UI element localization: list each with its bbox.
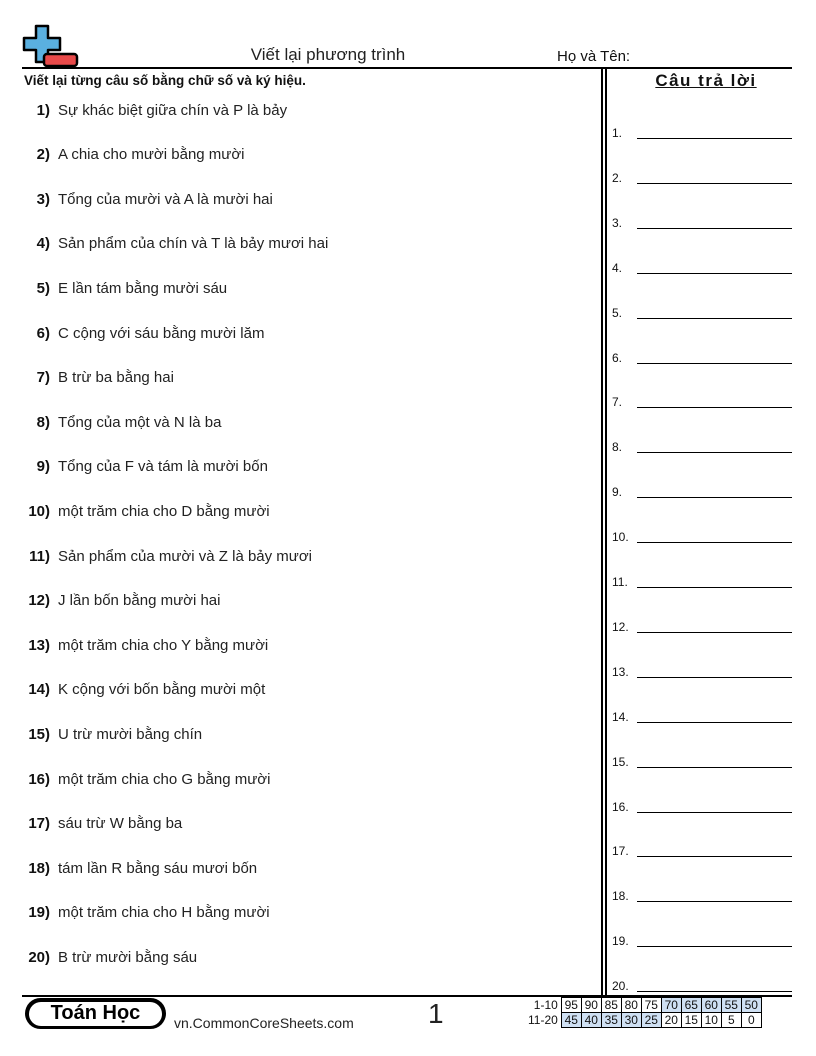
answer-number: 17.	[612, 844, 629, 859]
answer-blank[interactable]	[637, 855, 792, 857]
question-text: A chia cho mười bằng mười	[58, 146, 245, 164]
answer-number: 3.	[612, 215, 623, 230]
answer-number: 9.	[612, 485, 623, 500]
question-item	[0, 145, 245, 165]
answer-line-item[interactable]	[612, 886, 792, 902]
answer-number: 7.	[612, 395, 623, 410]
question-text: Tổng của F và tám là mười bốn	[58, 458, 268, 476]
question-item	[0, 947, 197, 967]
question-item	[0, 814, 182, 834]
answer-number: 11.	[612, 575, 628, 589]
answer-line-item[interactable]	[612, 841, 792, 857]
answer-blank[interactable]	[637, 721, 792, 723]
answer-number: 1.	[612, 126, 623, 140]
question-number: 6)	[36, 324, 50, 342]
score-cell: 50	[741, 998, 761, 1013]
answer-number: 20.	[612, 979, 629, 994]
answer-blank[interactable]	[637, 317, 792, 319]
answer-number: 6.	[612, 350, 623, 365]
question-item	[0, 903, 270, 923]
answer-line-item[interactable]	[612, 976, 792, 992]
question-number: 15)	[28, 725, 50, 743]
question-item	[0, 501, 270, 521]
question-number: 4)	[36, 235, 50, 253]
question-item	[0, 323, 264, 343]
score-cell: 5	[721, 1013, 741, 1028]
answer-blank[interactable]	[637, 362, 792, 364]
answer-line-item[interactable]	[612, 527, 792, 543]
question-text: Sự khác biệt giữa chín và P là bảy	[58, 101, 288, 119]
answer-number: 12.	[612, 619, 629, 634]
question-item	[0, 100, 287, 120]
score-cell: 20	[661, 1013, 681, 1028]
answer-number: 10.	[612, 530, 629, 545]
column-divider-right	[605, 68, 607, 996]
question-number: 9)	[36, 458, 50, 476]
answer-blank[interactable]	[637, 227, 792, 229]
answer-number: 8.	[612, 440, 623, 455]
answer-number: 5.	[612, 305, 623, 320]
answer-line-item[interactable]	[612, 797, 792, 813]
question-text: Sản phẩm của chín và T là bảy mươi hai	[58, 235, 329, 253]
answer-line-item[interactable]	[612, 617, 792, 633]
answer-blank[interactable]	[637, 631, 792, 633]
answer-blank[interactable]	[637, 272, 792, 274]
question-item	[0, 546, 312, 566]
score-cell: 15	[681, 1013, 701, 1028]
answer-blank[interactable]	[637, 406, 792, 408]
question-number: 20)	[28, 948, 50, 966]
answer-number: 19.	[612, 934, 629, 949]
answer-line-item[interactable]	[612, 707, 792, 723]
score-cell: 90	[581, 998, 601, 1013]
question-number: 17)	[28, 815, 50, 833]
column-divider-left	[601, 68, 603, 996]
site-url: vn.CommonCoreSheets.com	[174, 1015, 354, 1031]
score-row	[526, 1013, 761, 1028]
score-cell: 0	[741, 1013, 761, 1028]
answer-number: 18.	[612, 889, 629, 904]
score-cell: 35	[601, 1013, 621, 1028]
answer-blank[interactable]	[637, 811, 792, 813]
answer-number: 16.	[612, 799, 629, 814]
answer-line-item[interactable]	[612, 482, 792, 498]
answer-blank[interactable]	[637, 586, 792, 588]
question-item	[0, 680, 265, 700]
question-item	[0, 278, 227, 298]
answer-blank[interactable]	[637, 990, 792, 992]
question-text: E lần tám bằng mười sáu	[58, 279, 228, 297]
question-number: 13)	[28, 636, 50, 654]
question-item	[0, 591, 220, 611]
answer-blank[interactable]	[637, 945, 792, 947]
header-rule	[22, 67, 792, 69]
answer-blank[interactable]	[637, 900, 792, 902]
answer-blank[interactable]	[637, 541, 792, 543]
question-number: 12)	[28, 592, 50, 610]
score-cell: 25	[641, 1013, 661, 1028]
question-number: 18)	[28, 859, 50, 877]
answer-line-item[interactable]	[612, 348, 792, 364]
question-item	[0, 635, 268, 655]
question-number: 10)	[28, 502, 50, 520]
question-text: K cộng với bốn bằng mười một	[58, 681, 266, 699]
answer-line-item[interactable]	[612, 303, 792, 319]
answer-line-item[interactable]	[612, 662, 792, 678]
question-item	[0, 189, 273, 209]
score-cell: 70	[661, 998, 681, 1013]
answer-line-item[interactable]	[612, 572, 792, 588]
score-row	[526, 998, 761, 1013]
question-item	[0, 858, 257, 878]
question-number: 2)	[36, 146, 50, 164]
answer-blank[interactable]	[637, 496, 792, 498]
question-number: 7)	[36, 369, 50, 387]
answer-line-item[interactable]	[612, 437, 792, 453]
answer-line-item[interactable]	[612, 931, 792, 947]
question-text: một trăm chia cho H bằng mười	[58, 904, 270, 922]
answer-line-item[interactable]	[612, 123, 792, 139]
brand-label: Toán Học	[29, 1002, 162, 1026]
question-number: 16)	[28, 770, 50, 788]
question-item	[0, 234, 328, 254]
question-text: U trừ mười bằng chín	[58, 725, 203, 743]
question-item	[0, 724, 202, 744]
question-item	[0, 412, 221, 432]
question-item	[0, 368, 174, 388]
answer-line-item[interactable]	[612, 752, 792, 768]
answer-line-item[interactable]	[612, 213, 792, 229]
question-text: Sản phẩm của mười và Z là bảy mươi	[58, 547, 313, 565]
answer-blank[interactable]	[637, 766, 792, 768]
question-text: một trăm chia cho D bằng mười	[58, 502, 270, 520]
question-number: 5)	[36, 279, 50, 297]
question-text: Tổng của một và N là ba	[58, 413, 222, 431]
score-cell: 65	[681, 998, 701, 1013]
answer-line-item[interactable]	[612, 392, 792, 408]
question-number: 14)	[28, 681, 50, 699]
score-cell: 55	[721, 998, 741, 1013]
question-text: Tổng của mười và A là mười hai	[58, 190, 273, 208]
question-text: sáu trừ W bằng ba	[58, 815, 183, 833]
question-number: 1)	[36, 101, 50, 119]
question-text: một trăm chia cho Y bằng mười	[58, 636, 269, 654]
score-table	[526, 997, 762, 1028]
page-title: Viết lại phương trình	[250, 45, 406, 64]
instructions: Viết lại từng câu số bằng chữ số và ký hiệu.	[24, 73, 306, 88]
answer-number: 13.	[612, 664, 629, 679]
question-text: C cộng với sáu bằng mười lăm	[58, 324, 265, 342]
answer-number: 15.	[612, 754, 629, 769]
answer-blank[interactable]	[637, 137, 792, 139]
question-text: B trừ ba bằng hai	[58, 369, 174, 387]
score-cell: 80	[621, 998, 641, 1013]
score-row-label: 11-20	[528, 1013, 558, 1027]
score-cell: 75	[641, 998, 661, 1013]
answer-line-item[interactable]	[612, 258, 792, 274]
score-cell: 85	[601, 998, 621, 1013]
question-number: 8)	[36, 413, 50, 431]
answer-blank[interactable]	[637, 451, 792, 453]
question-text: một trăm chia cho G bằng mười	[58, 770, 271, 788]
score-cell: 45	[561, 1013, 581, 1028]
name-label: Họ và Tên:	[557, 48, 631, 65]
brand-badge	[25, 998, 166, 1029]
question-text: B trừ mười bằng sáu	[58, 948, 198, 966]
score-cell: 30	[621, 1013, 641, 1028]
answer-number: 14.	[612, 709, 629, 724]
question-item	[0, 457, 268, 477]
answer-number: 4.	[612, 260, 623, 275]
answer-blank[interactable]	[637, 182, 792, 184]
answer-blank[interactable]	[637, 676, 792, 678]
score-cell: 60	[701, 998, 721, 1013]
score-cell: 40	[581, 1013, 601, 1028]
answers-header: Câu trả lời	[655, 71, 757, 90]
score-cell: 95	[561, 998, 581, 1013]
question-number: 3)	[36, 190, 50, 208]
question-text: tám lần R bằng sáu mươi bốn	[58, 859, 258, 877]
question-item	[0, 769, 270, 789]
question-number: 11)	[29, 547, 50, 565]
answer-line-item[interactable]	[612, 168, 792, 184]
score-cell: 10	[701, 1013, 721, 1028]
question-number: 19)	[28, 904, 50, 922]
page-number: 1	[428, 998, 444, 1029]
score-row-label: 1-10	[533, 998, 558, 1012]
question-text: J lần bốn bằng mười hai	[58, 592, 221, 610]
answer-number: 2.	[612, 170, 623, 185]
